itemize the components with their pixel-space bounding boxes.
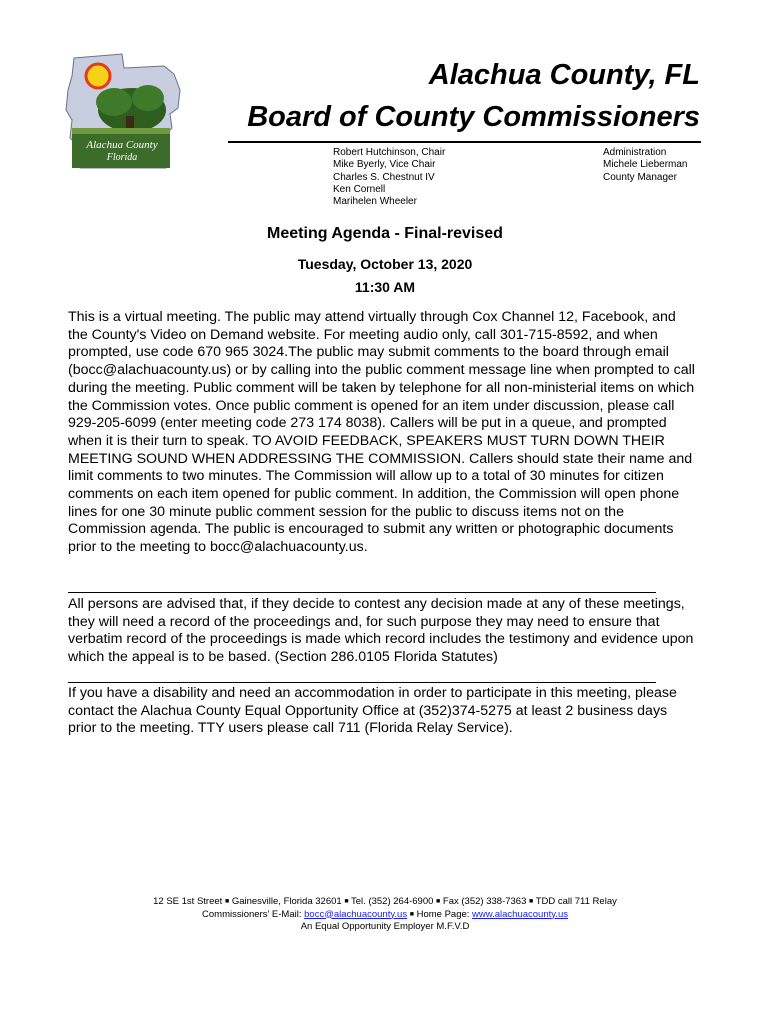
commissioner-name: Charles S. Chestnut IV [333, 171, 435, 183]
county-logo [62, 50, 186, 174]
meeting-time: 11:30 AM [354, 279, 416, 295]
footer-email-label: Commissioners' E-Mail: [202, 908, 302, 920]
commissioner-name: Ken Cornell [333, 183, 386, 195]
section-divider [68, 592, 656, 593]
email-link[interactable]: bocc@alachuacounty.us [304, 908, 408, 920]
bullet-square-icon: ■ [224, 898, 230, 905]
section-divider [68, 682, 656, 683]
bullet-square-icon: ■ [529, 898, 534, 905]
administration-label: Administration [603, 147, 667, 158]
logo-text-line2: Florida [106, 152, 138, 163]
bullet-square-icon: ■ [436, 898, 441, 905]
commissioner-name: Robert Hutchinson, Chair [333, 147, 446, 158]
county-manager-name: Michele Lieberman [603, 159, 688, 171]
page-footer [0, 896, 770, 934]
administration-block [603, 147, 688, 184]
commissioners-list [333, 147, 445, 208]
bullet-square-icon: ■ [344, 898, 349, 905]
header-divider [228, 141, 701, 143]
footer-address: 12 SE 1st Street [153, 896, 223, 907]
footer-contact-line [0, 896, 770, 909]
county-manager-title: County Manager [603, 171, 677, 183]
virtual-meeting-notice: This is a virtual meeting. The public may attend virtually through Cox Channel 12, Facebook, and the County's Video on Demand website. For meeting audio only, call 301-715-8592, and when prompted, use code 670 965 3024.The public may submit comments to the board through email (bocc@alachuacounty.us) or by calling into the public comment message line when prompted to call during the meeting. Public comment will be taken by telephone for all non-ministerial items on which the Commission votes. Once public comment is opened for an item under discussion, please call 929-205-6099 (enter meeting code 273 174 8038). Callers will be put in a queue, and prompted when it is their turn to speak. TO AVOID FEEDBACK, SPEAKERS MUST TURN DOWN THEIR MEETING SOUND WHEN ADDRESSING THE COMMISSION. Callers should state their name and limit comments to two minutes. The Commission will allow up to a total of 30 minutes for citizen comments on each item opened for public comment. In addition, the Commission will open phone lines for one 30 minute public comment session for the public to discuss items not on the Commission agenda. The public is encouraged to submit any written or photographic documents prior to the meeting to bocc@alachuacounty.us. [68, 309, 695, 556]
logo-text-line1: Alachua County [86, 139, 158, 151]
agenda-title: Meeting Agenda - Final-revised [267, 225, 503, 242]
page-title [247, 54, 700, 138]
footer-fax: Fax (352) 338-7363 [442, 896, 527, 907]
sun-shape [86, 64, 110, 88]
footer-city: Gainesville, Florida 32601 [231, 896, 342, 907]
footer-links-line [0, 909, 770, 922]
meeting-date: Tuesday, October 13, 2020 [297, 256, 473, 272]
commissioner-name: Mike Byerly, Vice Chair [333, 159, 436, 171]
footer-tdd: TDD call 711 Relay [535, 896, 617, 907]
commissioner-name: Marihelen Wheeler [333, 196, 417, 208]
accessibility-notice: If you have a disability and need an accommodation in order to participate in this meeting, please contact the Alachua County Equal Opportunity Office at (352)374-5275 at least 2 business days prior to the meeting. TTY users please call 711 (Florida Relay Service). [68, 685, 677, 737]
appeal-notice: All persons are advised that, if they decide to contest any decision made at any of these meetings, they will need a record of the proceedings and, for such purpose they may need to ensure that verbatim record of the proceedings is made which record includes the testimony and evidence upon which the appeal is to be based. (Section 286.0105 Florida Statutes) [68, 596, 694, 666]
footer-tel: Tel. (352) 264-6900 [351, 896, 434, 907]
title-line-board: Board of County Commissioners [247, 101, 700, 133]
bullet-square-icon: ■ [409, 910, 414, 918]
title-line-county: Alachua County, FL [428, 59, 700, 91]
home-page-link[interactable]: www.alachuacounty.us [472, 908, 568, 920]
footer-eoe: An Equal Opportunity Employer M.F.V.D [300, 921, 470, 932]
footer-home-label: Home Page: [416, 908, 470, 920]
